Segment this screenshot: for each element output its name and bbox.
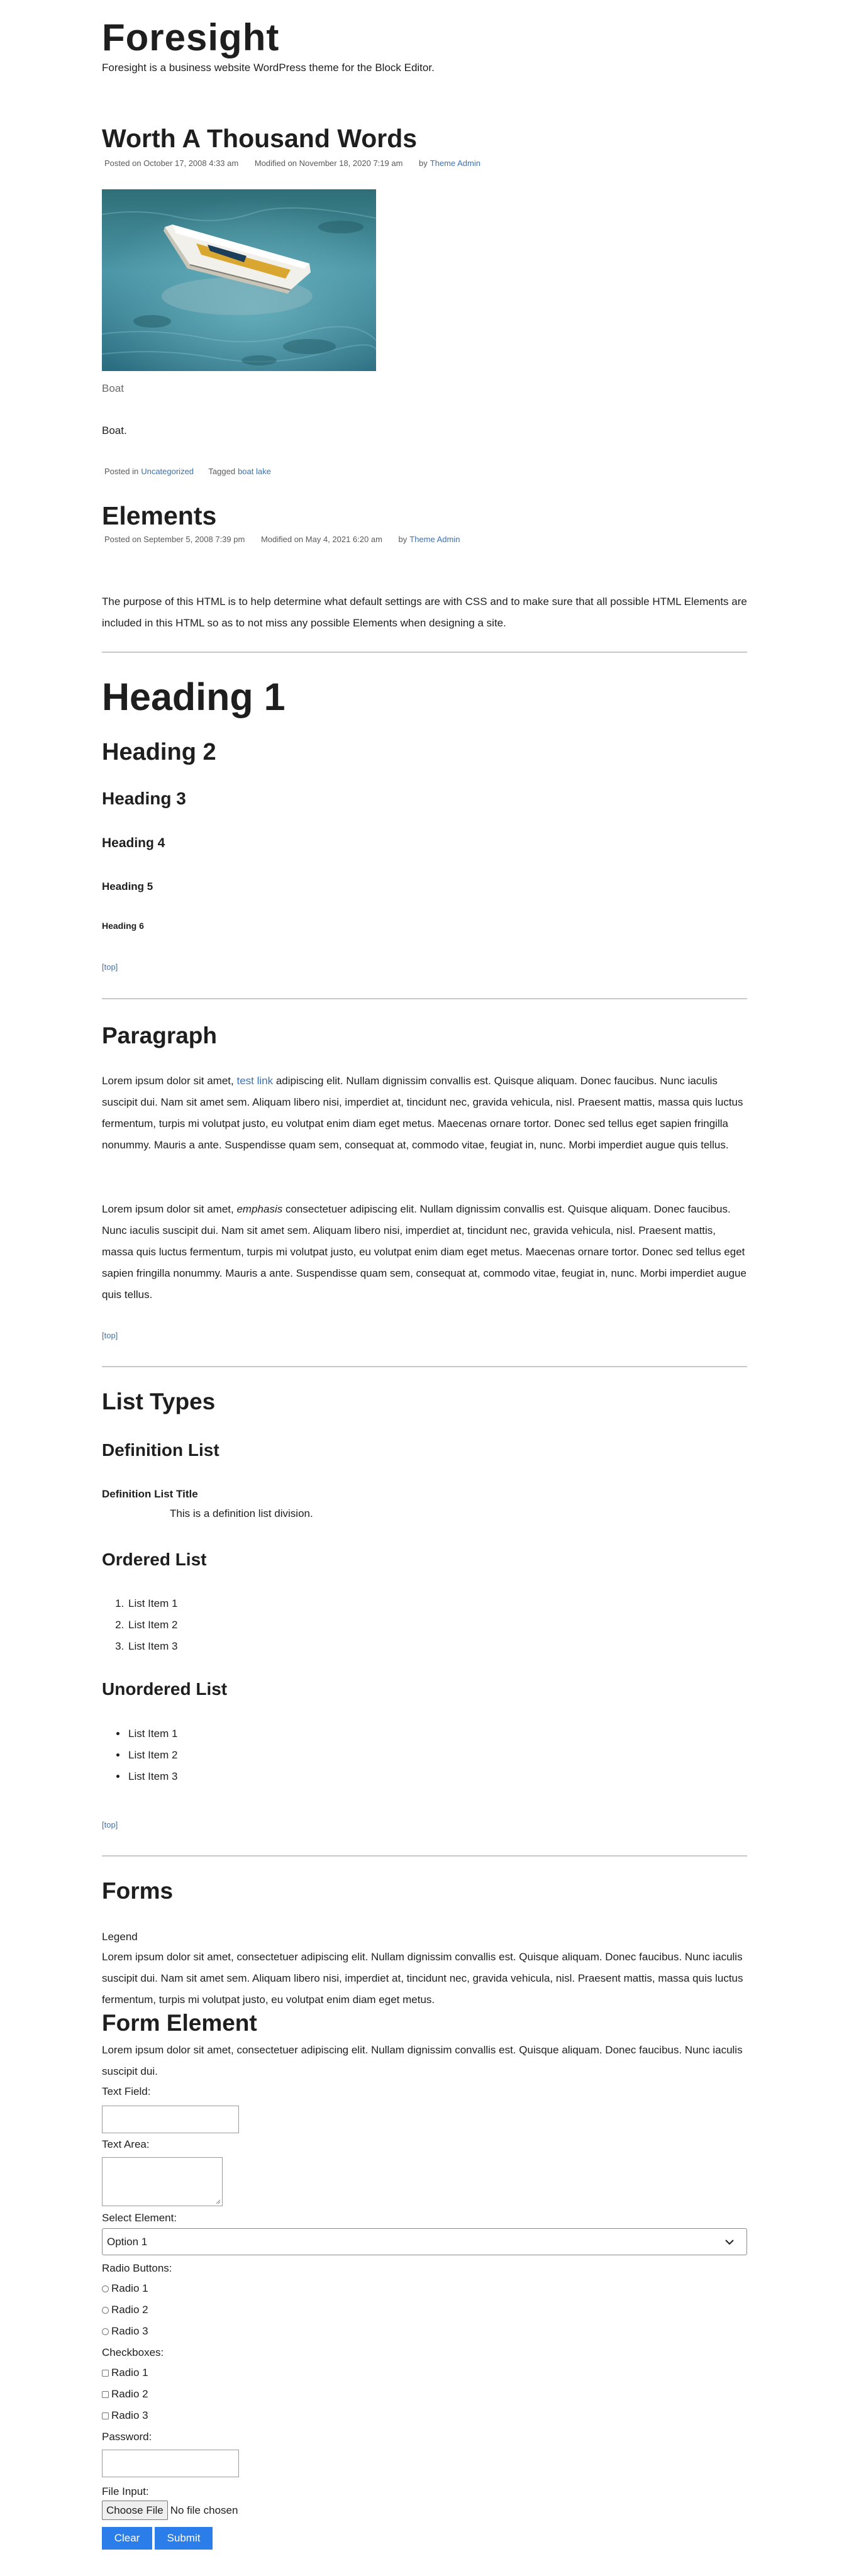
checkbox-group-label: Checkboxes: <box>102 2346 164 2358</box>
ordered-list-heading: Ordered List <box>102 1550 207 1569</box>
section-divider <box>102 652 747 653</box>
legend-text: Lorem ipsum dolor sit amet, consectetuer adipiscing elit. Nullam dignissim convallis est. Quisque aliquam. Donec faucibus. Nunc iaculis suscipit dui. Nam sit amet sem. Aliquam libero nisi, imperdiet at, tincidunt nec, gravida vehicula, nisl. Praesent mattis, massa quis luctus fermentum, turpis mi volutpat justo, eu volutpat enim diam eget metus. <box>102 1951 743 2006</box>
radio-option-label: Radio 2 <box>111 2304 148 2316</box>
p1-text-end: adipiscing elit. Nullam dignissim convallis est. Quisque aliquam. Donec faucibus. Nunc iaculis suscipit dui. Nam sit amet sem. Aliquam libero nisi, imperdiet at, tincidunt nec, gravida vehicula, nisl. Praesent mattis, massa quis luctus fermentum, turpis mi volutpat justo, eu volutpat enim diam eget metus. Maecenas ornare tortor. Donec sed tellus eget sapien fringilla nonummy. Mauris a ante. Suspendisse quam sem, consequat at, commodo vitae, feugiat in, nunc. Morbi imperdiet augue quis tellus. <box>102 1075 743 1151</box>
list-item: • List Item 2 <box>127 1745 177 1766</box>
radio-group-label: Radio Buttons: <box>102 2262 172 2274</box>
posted-date: Posted on September 5, 2008 7:39 pm <box>104 535 245 544</box>
emphasis-text: emphasis <box>236 1203 283 1215</box>
select-dropdown[interactable] <box>102 2228 747 2255</box>
checkbox-option[interactable] <box>102 2367 148 2379</box>
unordered-list <box>127 1723 177 1787</box>
site-title[interactable]: Foresight <box>102 16 280 58</box>
checkbox[interactable] <box>102 2370 109 2377</box>
section-divider <box>102 1855 747 1857</box>
by-label: by <box>398 535 408 544</box>
p2-text-start: Lorem ipsum dolor sit amet, <box>102 1203 237 1215</box>
radio-option-label: Radio 3 <box>111 2325 148 2337</box>
boat-photo-illustration <box>102 189 376 371</box>
checkbox-option[interactable] <box>102 2388 148 2401</box>
form-element-heading: Form Element <box>102 2010 257 2036</box>
list-item: 2. List Item 2 <box>127 1614 177 1636</box>
password-input[interactable] <box>102 2450 239 2477</box>
select-label: Select Element: <box>102 2212 177 2224</box>
p2-text-end: consectetuer adipiscing elit. Nullam dignissim convallis est. Quisque aliquam. Donec faucibus. Nunc iaculis suscipit dui. Nam sit amet sem. Aliquam libero nisi, imperdiet at, tincidunt nec, gravida vehicula, nisl. Praesent mattis, massa quis luctus fermentum, turpis mi volutpat justo, eu volutpat enim diam eget metus. Maecenas ornare tortor. Donec sed tellus eget sapien fringilla nonummy. Mauris a ante. Suspendisse quam sem, consequat at, commodo vitae, feugiat in, nunc. Morbi imperdiet augue quis tellus. <box>102 1203 746 1301</box>
section-divider <box>102 998 747 999</box>
modified-date: Modified on May 4, 2021 6:20 am <box>260 535 382 544</box>
file-input[interactable] <box>102 2501 238 2520</box>
p1-text-start: Lorem ipsum dolor sit amet, <box>102 1075 237 1087</box>
author-link[interactable]: Theme Admin <box>430 158 480 168</box>
list-item: • List Item 3 <box>127 1766 177 1787</box>
back-to-top-link[interactable]: [top] <box>102 1820 118 1829</box>
heading-5: Heading 5 <box>102 880 153 892</box>
posted-in-label: Posted in <box>104 467 139 476</box>
resize-handle-icon[interactable] <box>214 2198 221 2204</box>
heading-3: Heading 3 <box>102 789 186 808</box>
text-area[interactable] <box>102 2157 223 2206</box>
radio-option-label: Radio 1 <box>111 2282 148 2294</box>
tag-links[interactable]: boat lake <box>238 467 271 476</box>
radio-button[interactable] <box>102 2328 109 2335</box>
text-field-input[interactable] <box>102 2106 239 2133</box>
submit-button[interactable]: Submit <box>155 2527 213 2550</box>
paragraph-2 <box>102 1199 747 1306</box>
paragraph-heading: Paragraph <box>102 1023 218 1048</box>
elements-intro: The purpose of this HTML is to help determine what default settings are with CSS and to make sure that all possible HTML Elements are included in this HTML so as to not miss any possible Elements when designing a site. <box>102 596 747 629</box>
forms-heading: Forms <box>102 1878 174 1904</box>
checkbox-option-label: Radio 1 <box>111 2367 148 2379</box>
checkbox-option-label: Radio 2 <box>111 2388 148 2400</box>
checkbox[interactable] <box>102 2412 109 2419</box>
post-meta <box>104 158 480 168</box>
radio-option[interactable] <box>102 2325 148 2338</box>
radio-option[interactable] <box>102 2282 148 2295</box>
modified-date: Modified on November 18, 2020 7:19 am <box>254 158 403 168</box>
site-description: Foresight is a business website WordPress theme for the Block Editor. <box>102 62 435 74</box>
password-label: Password: <box>102 2431 152 2443</box>
author-link[interactable]: Theme Admin <box>409 535 460 544</box>
radio-button[interactable] <box>102 2285 109 2292</box>
post-footer-meta <box>104 467 284 476</box>
file-status: No file chosen <box>170 2504 238 2516</box>
tags <box>208 467 270 476</box>
choose-file-button[interactable]: Choose File <box>102 2501 168 2520</box>
checkbox[interactable] <box>102 2391 109 2398</box>
clear-button[interactable]: Clear <box>102 2527 152 2550</box>
paragraph-1 <box>102 1070 747 1156</box>
definition-list-heading: Definition List <box>102 1440 219 1460</box>
post-title-worth-a-thousand-words[interactable]: Worth A Thousand Words <box>102 124 418 153</box>
posted-in <box>104 467 194 476</box>
list-types-heading: List Types <box>102 1389 216 1414</box>
checkbox-option[interactable] <box>102 2409 148 2422</box>
unordered-list-heading: Unordered List <box>102 1679 228 1699</box>
ordered-list <box>127 1593 177 1657</box>
back-to-top-link[interactable]: [top] <box>102 1331 118 1340</box>
category-link[interactable]: Uncategorized <box>141 467 194 476</box>
byline <box>419 158 480 168</box>
text-field-label: Text Field: <box>102 2085 151 2097</box>
by-label: by <box>419 158 428 168</box>
tagged-label: Tagged <box>208 467 236 476</box>
boat-image <box>102 189 376 371</box>
section-divider <box>102 1366 747 1367</box>
checkbox-option-label: Radio 3 <box>111 2409 148 2421</box>
list-item: 3. List Item 3 <box>127 1636 177 1657</box>
definition-term: Definition List Title <box>102 1488 198 1500</box>
definition-description: This is a definition list division. <box>170 1507 313 1519</box>
post-body: Boat. <box>102 425 127 436</box>
byline <box>399 535 460 544</box>
posted-date: Posted on October 17, 2008 4:33 am <box>104 158 239 168</box>
radio-option[interactable] <box>102 2304 148 2316</box>
list-item: 1. List Item 1 <box>127 1593 177 1614</box>
back-to-top-link[interactable]: [top] <box>102 962 118 972</box>
fieldset-legend: Legend <box>102 1931 138 1943</box>
chevron-down-icon <box>724 2236 735 2248</box>
heading-6: Heading 6 <box>102 921 144 931</box>
text-area-label: Text Area: <box>102 2138 150 2150</box>
list-item: • List Item 1 <box>127 1723 177 1745</box>
file-input-label: File Input: <box>102 2485 149 2497</box>
image-caption: Boat <box>102 382 124 394</box>
heading-1: Heading 1 <box>102 675 286 718</box>
radio-button[interactable] <box>102 2307 109 2314</box>
post-title-elements[interactable]: Elements <box>102 501 217 530</box>
select-value: Option 1 <box>107 2236 148 2248</box>
test-link[interactable]: test link <box>236 1075 274 1087</box>
form-element-text: Lorem ipsum dolor sit amet, consectetuer adipiscing elit. Nullam dignissim convallis est. Quisque aliquam. Donec faucibus. Nunc iaculis suscipit dui. <box>102 2044 743 2077</box>
heading-4: Heading 4 <box>102 836 165 850</box>
heading-2: Heading 2 <box>102 739 216 765</box>
post-meta <box>104 535 460 544</box>
